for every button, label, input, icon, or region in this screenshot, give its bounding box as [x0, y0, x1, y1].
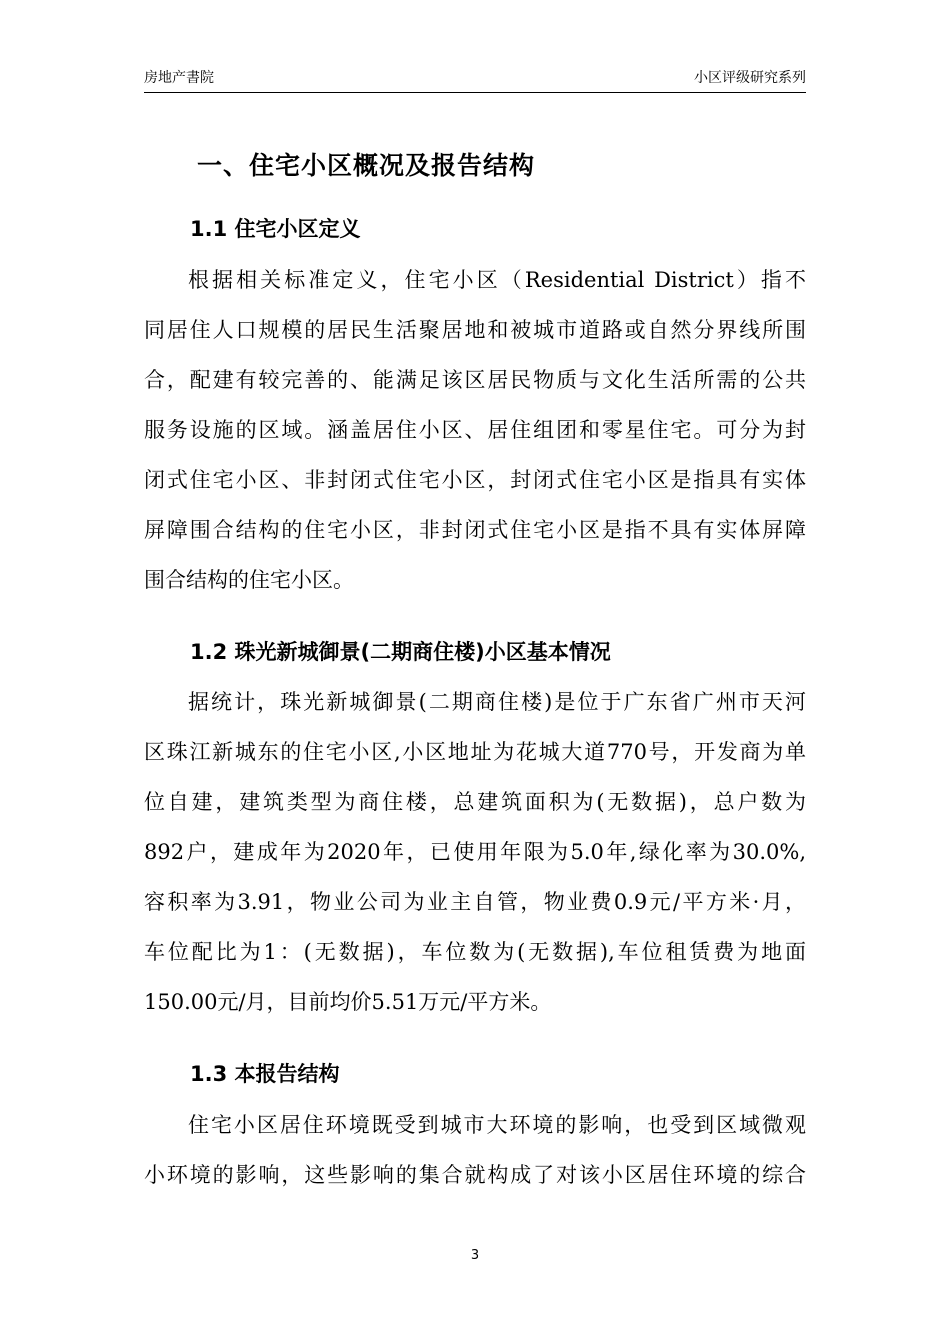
section-1-3-paragraph	[144, 1109, 806, 1209]
paragraph-line: 据统计，珠光新城御景(二期商住楼)是位于广东省广州市天河	[188, 690, 806, 714]
header-brand: 房地产書院	[144, 70, 214, 86]
paragraph-line: 合，配建有较完善的、能满足该区居民物质与文化生活所需的公共	[144, 368, 806, 392]
paragraph-line: 服务设施的区域。涵盖居住小区、居住组团和零星住宅。可分为封	[144, 418, 806, 442]
paragraph-line: 同居住人口规模的居民生活聚居地和被城市道路或自然分界线所围	[144, 318, 806, 342]
header-divider	[144, 92, 806, 93]
paragraph-line: 根据相关标准定义，住宅小区（Residential District）指不	[188, 268, 806, 292]
section-1-1-paragraph	[144, 264, 806, 614]
section-1-2-paragraph	[144, 686, 806, 1036]
paragraph-line: 位自建，建筑类型为商住楼，总建筑面积为(无数据)，总户数为	[144, 790, 806, 814]
paragraph-line: 892户，建成年为2020年，已使用年限为5.0年,绿化率为30.0%,	[144, 840, 806, 864]
chapter-title: 一、住宅小区概况及报告结构	[197, 151, 536, 180]
header-series-title: 小区评级研究系列	[694, 70, 806, 86]
page-number: 3	[470, 1248, 480, 1263]
paragraph-line: 容积率为3.91，物业公司为业主自管，物业费0.9元/平方米·月，	[144, 890, 806, 914]
paragraph-line: 150.00元/月，目前均价5.51万元/平方米。	[144, 990, 552, 1014]
paragraph-line: 闭式住宅小区、非封闭式住宅小区，封闭式住宅小区是指具有实体	[144, 468, 806, 492]
paragraph-line: 区珠江新城东的住宅小区,小区地址为花城大道770号，开发商为单	[144, 740, 806, 764]
paragraph-line: 小环境的影响，这些影响的集合就构成了对该小区居住环境的综合	[144, 1163, 806, 1187]
paragraph-line: 住宅小区居住环境既受到城市大环境的影响，也受到区域微观	[188, 1113, 806, 1137]
section-heading-1-3: 1.3 本报告结构	[190, 1062, 340, 1086]
paragraph-line: 车位配比为1：(无数据)，车位数为(无数据),车位租赁费为地面	[144, 940, 806, 964]
paragraph-line: 屏障围合结构的住宅小区，非封闭式住宅小区是指不具有实体屏障	[144, 518, 806, 542]
paragraph-line: 围合结构的住宅小区。	[144, 568, 354, 592]
section-heading-1-2: 1.2 珠光新城御景(二期商住楼)小区基本情况	[190, 640, 611, 664]
section-heading-1-1: 1.1 住宅小区定义	[190, 217, 361, 241]
